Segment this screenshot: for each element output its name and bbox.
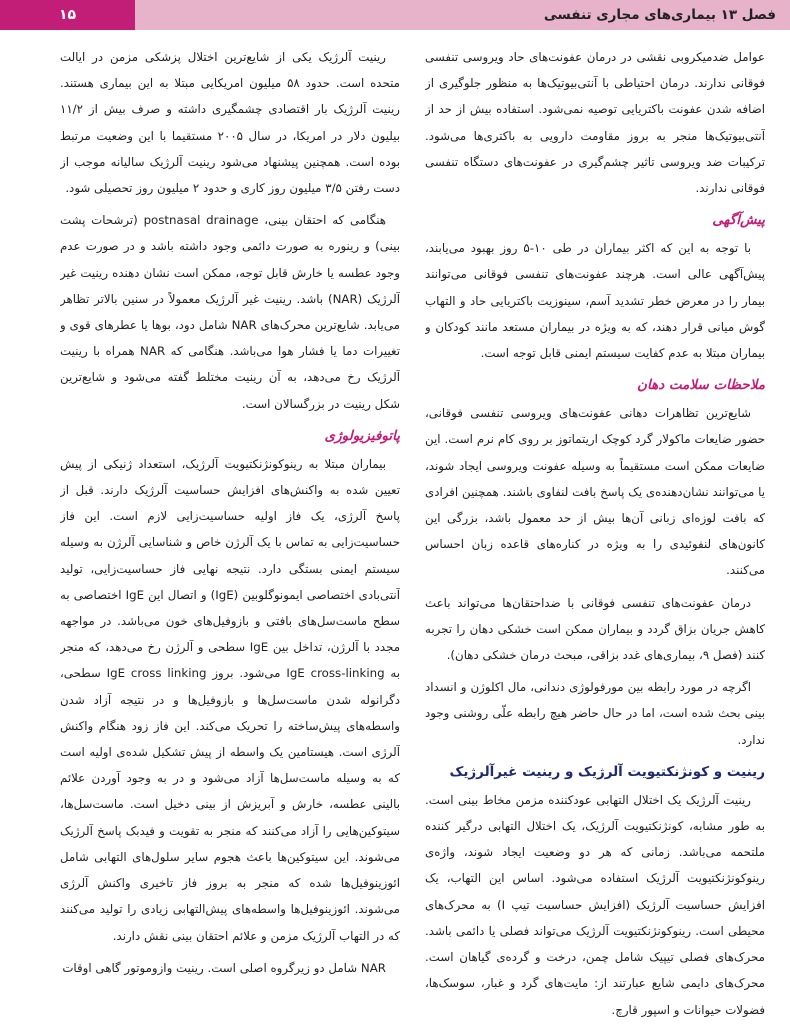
paragraph-malocclusion: اگرچه در مورد رابطه بین مورفولوژی دندانی، مال اکلوژن و انسداد بینی بحث شده است، اما در حال حاضر هیچ رابطه علّی روشنی وجود ندارد. bbox=[425, 680, 765, 747]
right-column bbox=[425, 44, 765, 1019]
paragraph-nonallergic-rhinitis: هنگامی که احتقان بینی، postnasal drainage (ترشحات پشت بینی) و رینوره به صورت دائمی وجود داشته باشد و در صورت عدم وجود عطسه یا خارش قابل توجه، ممکن است نشان دهنده رینیت غیر آلرژیک (NAR) باشد. رینیت غیر آلرژیک معمولاً در سنین بالاتر تظاهر می‌یابد. شایع‌ترین محرک‌های NAR شامل دود، بوها یا عطرهای قوی و تغییرات دما یا فشار هوا می‌باشد. هنگامی که NAR همراه با رینیت آلرژیک رخ می‌دهد، به آن رینیت مختلط گفته می‌شود و شایع‌ترین شکل رینیت در بزرگسالان است. bbox=[60, 213, 400, 411]
heading-allergic-rhinitis: رینیت و کونژنکتیویت آلرژیک و رینیت غیرآلرژیک bbox=[449, 763, 765, 780]
paragraph-antimicrobial: عوامل ضدمیکروبی نقشی در درمان عفونت‌های حاد ویروسی تنفسی فوقانی ندارند. درمان احتیاطی با آنتی‌بیوتیک‌ها به منظور جلوگیری از اضافه شدن عفونت باکتریایی توصیه نمی‌شود. استفاده بیش از حد از آنتی‌بیوتیک‌ها منجر به بروز مقاومت دارویی به باکتری‌ها می‌شود. ترکیبات ضد ویروسی تاثیر چشم‌گیری در عفونت‌های دستگاه تنفسی فوقانی ندارند. bbox=[425, 50, 765, 196]
paragraph-allergic-rhinitis: رینیت آلرژیک یک اختلال التهابی عودکننده مزمن مخاط بینی است. به طور مشابه، کونژنکتیویت آلرژیک، یک اختلال التهابی درگیر کننده ملتحمه می‌باشد. زمانی که هر دو وضعیت ایجاد شوند، واژه‌ی رینوکونژنکتیویت آلرژیک استفاده می‌شود. اساس این التهاب، یک افزایش حساسیت آلرژیک (افزایش حساسیت تیپ I) به محرک‌های محیطی است. رینوکونژنکتیویت آلرژیک می‌تواند فصلی یا دائمی باشد. محرک‌های فصلی تیپیک شامل چمن، درخت و گرده‌ی گیاهان است. محرک‌های دایمی شایع عبارتند از: مایت‌های گرد و غبار، سوسک‌ها، فضولات حیوانات و اسپور قارچ. bbox=[425, 792, 765, 1017]
paragraph-decongestants: درمان عفونت‌های تنفسی فوقانی با ضداحتقان‌ها می‌تواند باعث کاهش جریان بزاق گردد و بیماران ممکن است خشکی دهان را تجربه کنند (فصل ۹، بیماری‌های غدد بزاقی، مبحث درمان خشکی دهان). bbox=[425, 595, 765, 663]
page-header bbox=[0, 0, 790, 30]
paragraph-epidemiology: رینیت آلرژیک یکی از شایع‌ترین اختلال پزشکی مزمن در ایالت متحده است. حدود ۵۸ میلیون امریکایی مبتلا به این بیماری هستند. رینیت آلرژیک بار اقتصادی چشمگیری داشته و صرف بیش از ۱۱/۲ بیلیون دلار در امریکا، در سال ۲۰۰۵ مستقیما با این وضعیت مرتبط بوده است. همچنین پیشنهاد می‌شود رینیت آلرژیک سالیانه موجب از دست رفتن ۳/۵ میلیون روز کاری و حدود ۲ میلیون روز تحصیلی شود. bbox=[60, 50, 400, 196]
heading-pathophysiology: پاتوفیزیولوژی bbox=[324, 427, 400, 444]
paragraph-pathophysiology: بیماران مبتلا به رینوکونژنکتیویت آلرژیک، استعداد ژنیکی از پیش تعیین شده به واکنش‌های افزایش حساسیت آلرژیک دارند. قبل از پاسخ آلرژی، یک فاز اولیه حساسیت‌زایی لازم است. این فاز حساسیت‌زایی به تماس با یک آلرژن خاص و شناسایی آلرژن به وسیله سیستم ایمنی بستگی دارد. نتیجه نهایی فاز حساسیت‌زایی، تولید آنتی‌بادی اختصاصی ایمونوگلوبین (IgE) و اتصال این IgE اختصاصی به سطح ماست‌سل‌های بافتی و بازوفیل‌های خون می‌باشد. در مواجهه مجدد با آلرژن، تداخل بین IgE سطحی و آلرژن رخ می‌دهد، که منجر به IgE cross-linking می‌شود. بروز IgE cross linking سطحی، دگرانوله شدن ماست‌سل‌ها و بازوفیل‌ها و در نتیجه آزاد شدن واسطه‌های پیش‌ساخته را تحریک می‌کند. این فاز زود هنگام واکنش آلرژی است. هیستامین یک واسطه از پیش تشکیل شده‌ی اولیه است که به وسیله ماست‌سل‌ها آزاد می‌شود و در به وجود آوردن علائم بالینی عطسه، خارش و آبریزش از بینی دخیل است. ماست‌سل‌ها، سیتوکین‌هایی را آزاد می‌کنند که منجر به تقویت و فیدبک پاسخ آلرژیک می‌شوند. این سیتوکین‌ها باعث هجوم سایر سلول‌های التهابی شامل ائوزینوفیل‌ها شده که منجر به بروز فاز تاخیری واکنش آلرژی می‌شوند. ائوزینوفیل‌ها واسطه‌های پیش‌التهابی زیادی را تولید می‌کنند که در التهاب آلرژیک مزمن و علائم احتقان بینی نقش دارند. bbox=[60, 456, 400, 943]
chapter-title: فصل ۱۳ بیماری‌های مجاری تنفسی bbox=[135, 0, 790, 30]
paragraph-prognosis: با توجه به این که اکثر بیماران در طی ۱۰-۵ روز بهبود می‌یابند، پیش‌آگهی عالی است. هرچند عفونت‌های تنفسی فوقانی می‌توانند بیمار را در معرض خطر تشدید آسم، سینوزیت باکتریایی حاد و التهاب گوش میانی قرار دهند، که به ویژه در بیماران مستعد مانند کودکان و بیماران مبتلا به عدم کفایت سیستم ایمنی قابل توجه است. bbox=[425, 241, 765, 361]
page-number: ۱۵ bbox=[0, 0, 135, 30]
left-column bbox=[60, 44, 400, 1019]
paragraph-nar-subgroups: NAR شامل دو زیرگروه اصلی است. رینیت وازوموتور گاهی اوقات bbox=[62, 960, 386, 975]
paragraph-oral-manifestations: شایع‌ترین تظاهرات دهانی عفونت‌های ویروسی تنفسی فوقانی، حضور ضایعات ماکولار گرد کوچک اریتماتوز بر روی کام نرم است. این ضایعات ممکن است مستقیماً به وسیله عفونت ویروسی ایجاد شوند، یا می‌توانند نشان‌دهنده‌ی یک پاسخ بافت لنفاوی باشند. همچنین افرادی که بافت لوزه‌ای زبانی آن‌ها بیش از حد معمول باشد، بزرگی این کانون‌های لنفوئیدی را به ویژه در کناره‌های قاعده زبان احساس می‌کنند. bbox=[425, 406, 765, 578]
heading-oral-health: ملاحظات سلامت دهان bbox=[637, 377, 765, 394]
heading-prognosis: پیش‌آگهی bbox=[712, 212, 765, 229]
